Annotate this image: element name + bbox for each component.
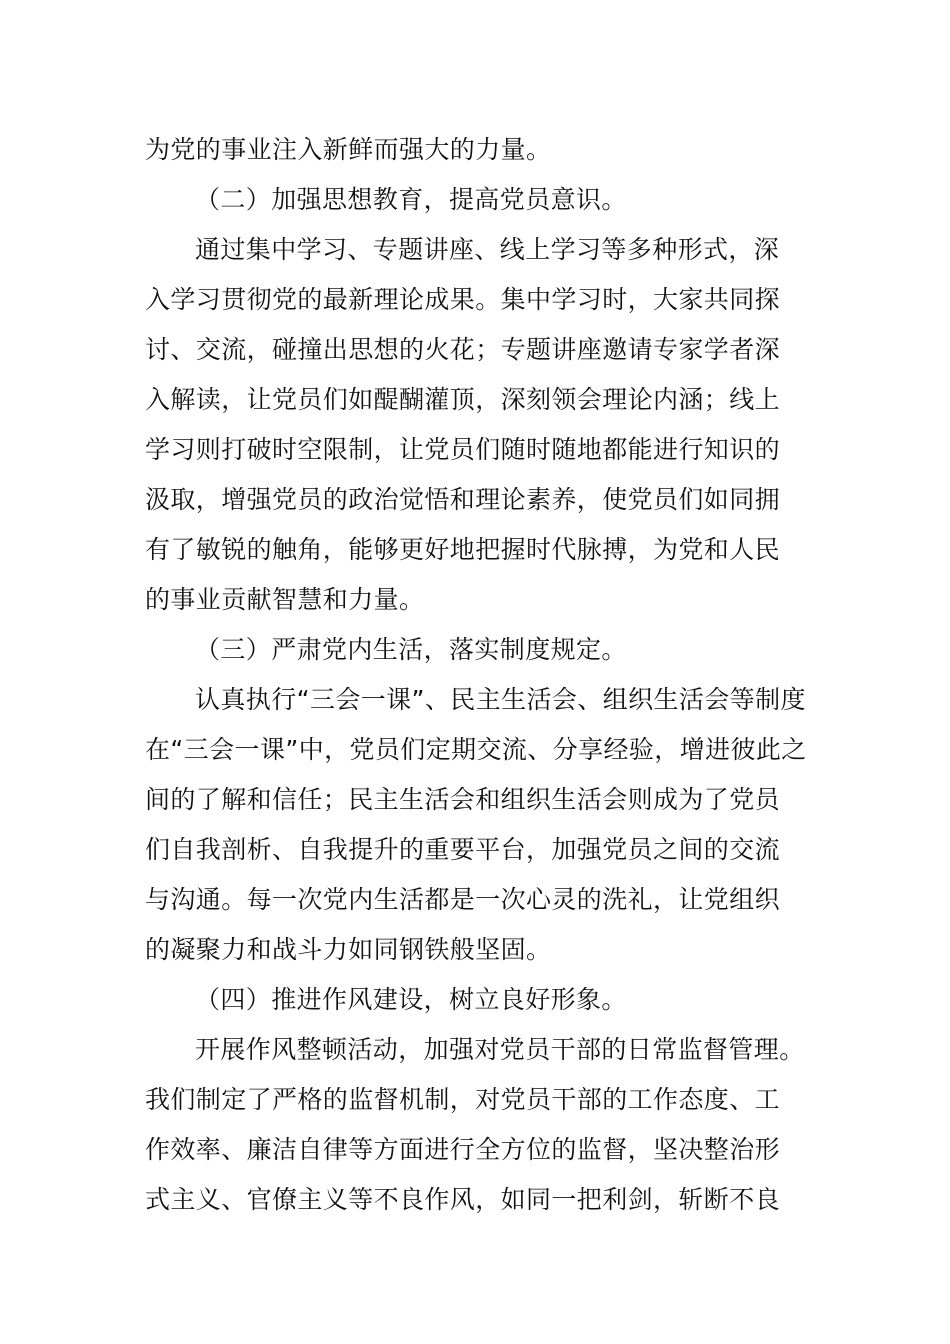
text-line: 有了敏锐的触角，能够更好地把握时代脉搏，为党和人民	[145, 535, 781, 564]
text-line: 的凝聚力和战斗力如同钢铁般坚固。	[145, 935, 552, 964]
text-line: 入学习贯彻党的最新理论成果。集中学习时，大家共同探	[145, 285, 781, 314]
text-line: 式主义、官僚主义等不良作风，如同一把利剑，斩断不良	[145, 1185, 781, 1214]
text-line: 讨、交流，碰撞出思想的火花；专题讲座邀请专家学者深	[145, 335, 781, 364]
section-heading-3: （三）严肃党内生活，落实制度规定。	[195, 635, 627, 664]
text-line: 间的了解和信任；民主生活会和组织生活会则成为了党员	[145, 785, 781, 814]
text-line: 汲取，增强党员的政治觉悟和理论素养，使党员们如同拥	[145, 485, 781, 514]
text-line: 我们制定了严格的监督机制，对党员干部的工作态度、工	[145, 1085, 781, 1114]
text-line: 学习则打破时空限制，让党员们随时随地都能进行知识的	[145, 435, 781, 464]
text-line: 入解读，让党员们如醍醐灌顶，深刻领会理论内涵；线上	[145, 385, 781, 414]
section-heading-2: （二）加强思想教育，提高党员意识。	[195, 185, 627, 214]
text-line: 的事业贡献智慧和力量。	[145, 585, 425, 614]
paragraph-first-line: 认真执行“三会一课”、民主生活会、组织生活会等制度	[195, 685, 806, 714]
section-heading-4: （四）推进作风建设，树立良好形象。	[195, 985, 627, 1014]
text-line: 作效率、廉洁自律等方面进行全方位的监督，坚决整治形	[145, 1135, 781, 1164]
text-line: 们自我剖析、自我提升的重要平台，加强党员之间的交流	[145, 835, 781, 864]
text-line: 为党的事业注入新鲜而强大的力量。	[145, 135, 552, 164]
text-line: 与沟通。每一次党内生活都是一次心灵的洗礼，让党组织	[145, 885, 781, 914]
paragraph-first-line: 通过集中学习、专题讲座、线上学习等多种形式，深	[195, 235, 780, 264]
paragraph-first-line: 开展作风整顿活动，加强对党员干部的日常监督管理。	[195, 1035, 805, 1064]
text-line: 在“三会一课”中，党员们定期交流、分享经验，增进彼此之	[145, 735, 807, 764]
